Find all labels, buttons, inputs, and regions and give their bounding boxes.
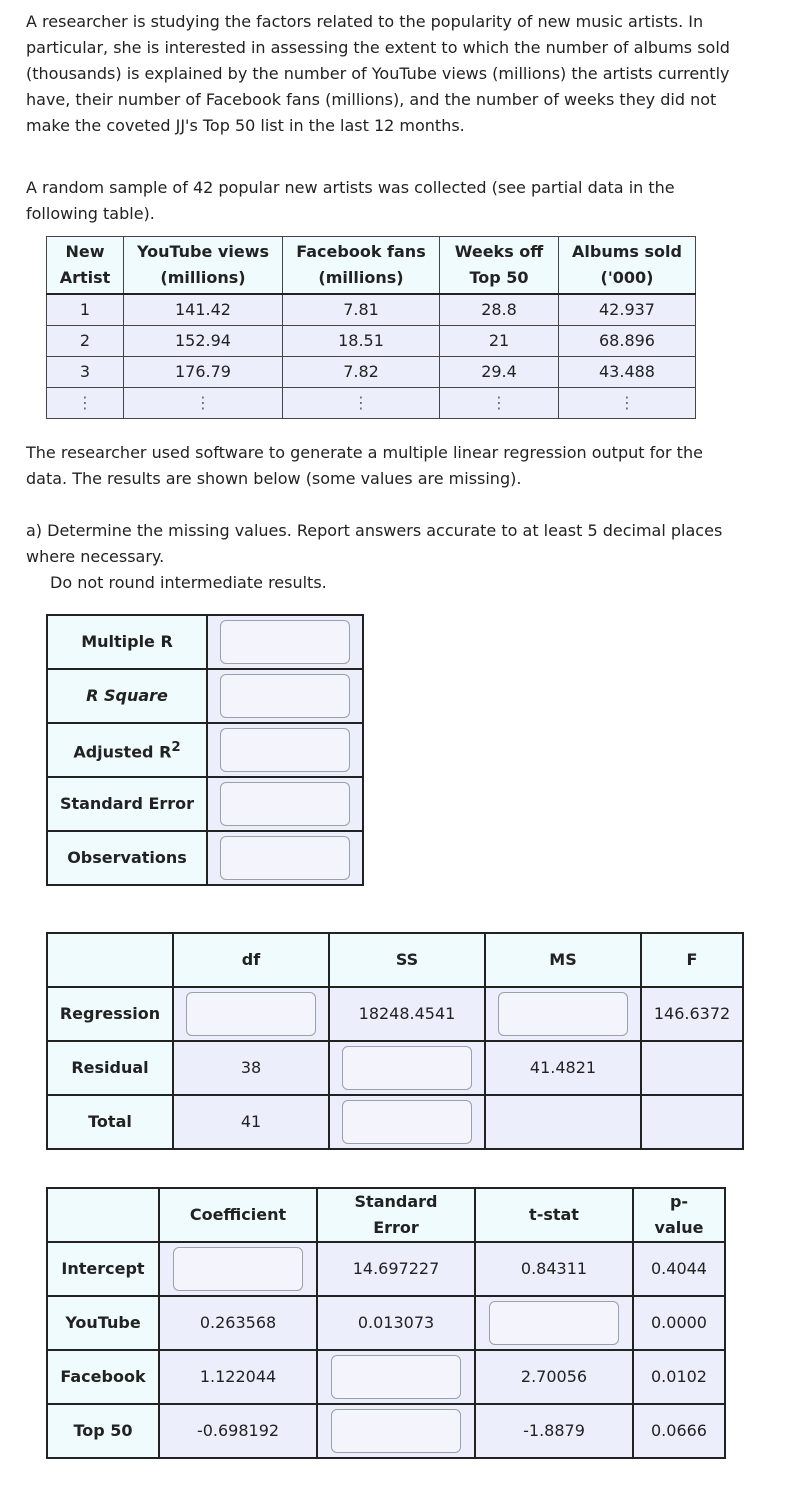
cell-artist: 2 bbox=[47, 326, 124, 357]
total-ss-input[interactable] bbox=[342, 1100, 472, 1144]
intercept-t: 0.84311 bbox=[475, 1242, 633, 1296]
residual-df: 38 bbox=[173, 1041, 329, 1095]
cell-facebook: 7.82 bbox=[283, 357, 440, 388]
question-part-a: a) Determine the missing values. Report answers accurate to at least 5 decimal places where necessary. bbox=[26, 521, 723, 566]
top50-se-input[interactable] bbox=[331, 1409, 461, 1453]
intercept-p: 0.4044 bbox=[633, 1242, 725, 1296]
regression-description: The researcher used software to generate a multiple linear regression output for the data. The results are shown below (some values are missing). bbox=[26, 443, 703, 488]
standard-error-input[interactable] bbox=[220, 782, 350, 826]
vertical-ellipsis: ⋮ bbox=[283, 388, 440, 419]
cell-facebook: 18.51 bbox=[283, 326, 440, 357]
anova-header-ss: SS bbox=[329, 933, 485, 987]
cell-artist: 3 bbox=[47, 357, 124, 388]
label-r-square: R Square bbox=[47, 669, 207, 723]
residual-ss-input[interactable] bbox=[342, 1046, 472, 1090]
cell-albums: 68.896 bbox=[559, 326, 696, 357]
facebook-coefficient: 1.122044 bbox=[159, 1350, 317, 1404]
cell-weeks-off: 21 bbox=[440, 326, 559, 357]
total-f-empty bbox=[641, 1095, 743, 1149]
regression-summary-table bbox=[46, 614, 364, 886]
coef-header-p-value: p- value bbox=[633, 1188, 725, 1242]
coef-header-blank bbox=[47, 1188, 159, 1242]
youtube-t-stat-input[interactable] bbox=[489, 1301, 619, 1345]
label-multiple-r: Multiple R bbox=[47, 615, 207, 669]
cell-youtube: 141.42 bbox=[124, 294, 283, 326]
label-observations: Observations bbox=[47, 831, 207, 885]
label-adjusted-r2: Adjusted $R^2$ bbox=[47, 723, 207, 777]
multiple-r-input[interactable] bbox=[220, 620, 350, 664]
residual-ms: 41.4821 bbox=[485, 1041, 641, 1095]
vertical-ellipsis: ⋮ bbox=[124, 388, 283, 419]
question-note: Do not round intermediate results. bbox=[50, 573, 327, 592]
cell-weeks-off: 29.4 bbox=[440, 357, 559, 388]
vertical-ellipsis: ⋮ bbox=[440, 388, 559, 419]
vertical-ellipsis: ⋮ bbox=[559, 388, 696, 419]
facebook-p: 0.0102 bbox=[633, 1350, 725, 1404]
row-label-facebook: Facebook bbox=[47, 1350, 159, 1404]
anova-header-ms: MS bbox=[485, 933, 641, 987]
vertical-ellipsis: ⋮ bbox=[47, 388, 124, 419]
table-row bbox=[47, 326, 696, 357]
row-label-residual: Residual bbox=[47, 1041, 173, 1095]
facebook-t: 2.70056 bbox=[475, 1350, 633, 1404]
data-table bbox=[46, 236, 696, 419]
coef-header-standard-error: Standard Error bbox=[317, 1188, 475, 1242]
observations-input[interactable] bbox=[220, 836, 350, 880]
anova-header-df: df bbox=[173, 933, 329, 987]
anova-table bbox=[46, 932, 744, 1150]
row-label-regression: Regression bbox=[47, 987, 173, 1041]
label-standard-error: Standard Error bbox=[47, 777, 207, 831]
cell-facebook: 7.81 bbox=[283, 294, 440, 326]
residual-f-empty bbox=[641, 1041, 743, 1095]
r-square-input[interactable] bbox=[220, 674, 350, 718]
row-label-youtube: YouTube bbox=[47, 1296, 159, 1350]
header-facebook-fans: Facebook fans (millions) bbox=[283, 237, 440, 295]
regression-df-input[interactable] bbox=[186, 992, 316, 1036]
table-row bbox=[47, 294, 696, 326]
coef-header-t-stat: t-stat bbox=[475, 1188, 633, 1242]
header-new-artist: New Artist bbox=[47, 237, 124, 295]
anova-header-f: F bbox=[641, 933, 743, 987]
youtube-p: 0.0000 bbox=[633, 1296, 725, 1350]
adjusted-r2-input[interactable] bbox=[220, 728, 350, 772]
cell-youtube: 176.79 bbox=[124, 357, 283, 388]
youtube-coefficient: 0.263568 bbox=[159, 1296, 317, 1350]
cell-artist: 1 bbox=[47, 294, 124, 326]
cell-albums: 42.937 bbox=[559, 294, 696, 326]
regression-ss: 18248.4541 bbox=[329, 987, 485, 1041]
header-albums-sold: Albums sold ('000) bbox=[559, 237, 696, 295]
facebook-se-input[interactable] bbox=[331, 1355, 461, 1399]
top50-t: -1.8879 bbox=[475, 1404, 633, 1458]
regression-f: 146.6372 bbox=[641, 987, 743, 1041]
cell-albums: 43.488 bbox=[559, 357, 696, 388]
row-label-total: Total bbox=[47, 1095, 173, 1149]
youtube-se: 0.013073 bbox=[317, 1296, 475, 1350]
intercept-se: 14.697227 bbox=[317, 1242, 475, 1296]
total-ms-empty bbox=[485, 1095, 641, 1149]
top50-p: 0.0666 bbox=[633, 1404, 725, 1458]
top50-coefficient: -0.698192 bbox=[159, 1404, 317, 1458]
table-row bbox=[47, 357, 696, 388]
row-label-intercept: Intercept bbox=[47, 1242, 159, 1296]
coefficients-table bbox=[46, 1187, 726, 1459]
anova-header-blank bbox=[47, 933, 173, 987]
total-df: 41 bbox=[173, 1095, 329, 1149]
regression-ms-input[interactable] bbox=[498, 992, 628, 1036]
intro-paragraph-2: A random sample of 42 popular new artists was collected (see partial data in the following table). bbox=[26, 178, 675, 223]
table-row-ellipsis bbox=[47, 388, 696, 419]
header-youtube-views: YouTube views (millions) bbox=[124, 237, 283, 295]
intercept-coefficient-input[interactable] bbox=[173, 1247, 303, 1291]
cell-youtube: 152.94 bbox=[124, 326, 283, 357]
data-table-header-row bbox=[47, 237, 696, 295]
coef-header-coefficient: Coefficient bbox=[159, 1188, 317, 1242]
row-label-top50: Top 50 bbox=[47, 1404, 159, 1458]
header-weeks-off: Weeks off Top 50 bbox=[440, 237, 559, 295]
intro-paragraph-1: A researcher is studying the factors related to the popularity of new music artists. In particular, she is interested in assessing the extent to which the number of albums sold (thousands) is explained by the number of YouTube views (millions) the artists currently have, their number of Facebook fans (millions), and the number of weeks they did not make the coveted JJ's Top 50 list in the last 12 months. bbox=[26, 12, 730, 135]
cell-weeks-off: 28.8 bbox=[440, 294, 559, 326]
